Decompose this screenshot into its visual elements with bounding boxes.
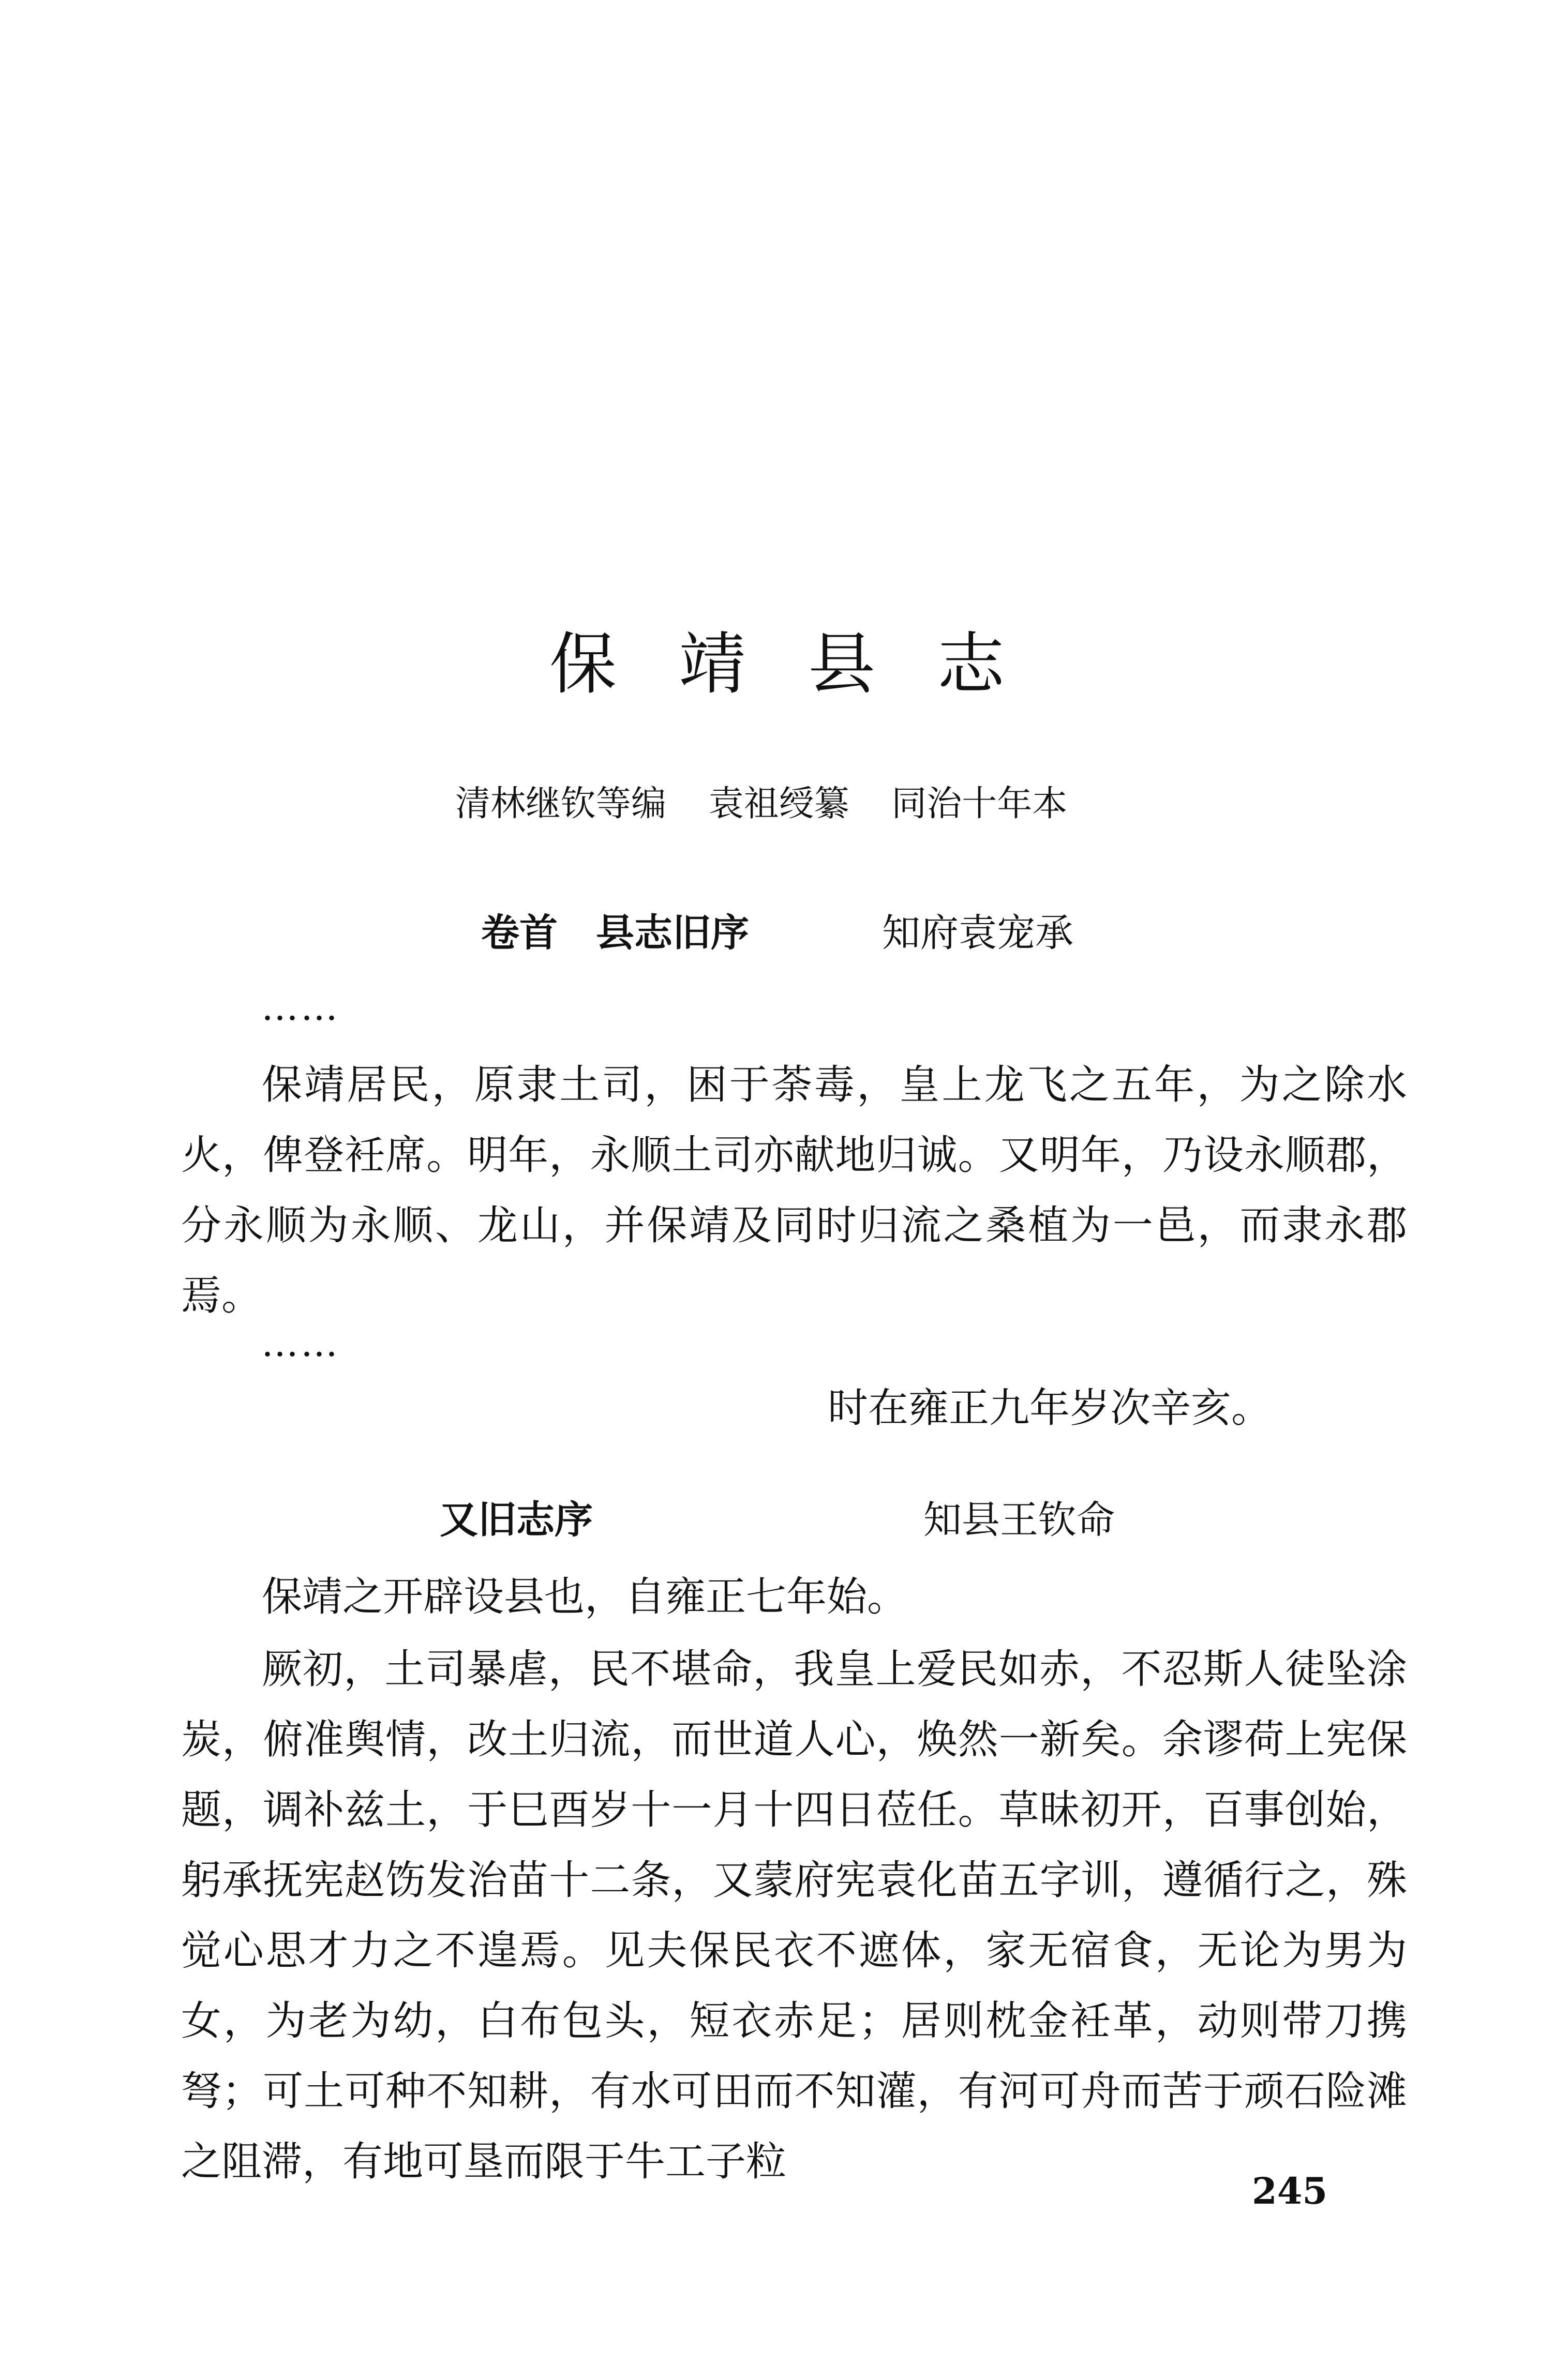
page-number: 245	[1252, 2170, 1328, 2212]
section1-closing: 时在雍正九年岁次辛亥。	[828, 1385, 1272, 1432]
ellipsis-bottom: ……	[261, 1321, 340, 1365]
section1-heading-row	[481, 902, 1073, 957]
section1-author: 知府袁宠承	[882, 911, 1073, 955]
subtitle-edition: 同治十年本	[891, 784, 1068, 824]
subtitle-compiler: 袁祖绶纂	[708, 784, 849, 824]
subtitle-editor: 清林继钦等编	[455, 784, 667, 824]
section2-paragraph-2: 厥初，土司暴虐，民不堪命，我皇上爱民如赤，不忍斯人徒坠涂炭，俯准舆情，改土归流，而世道人心，焕然一新矣。余谬荷上宪保题，调补兹土，于巳酉岁十一月十四日莅任。草昧初开，百事创始，躬承抚宪赵饬发治苗十二条，又蒙府宪袁化苗五字训，遵循行之，殊觉心思才力之不遑焉。见夫保民衣不遮体，家无宿食，无论为男为女，为老为幼，白布包头，短衣赤足；居则枕金衽革，动则带刀携弩；可土可种不知耕，有水可田而不知灌，有河可舟而苦于顽石险滩之阻滞，有地可垦而限于牛工子粒	[181, 1646, 1407, 2185]
section2-author: 知县王钦命	[923, 1498, 1115, 1542]
section1-paragraph: 保靖居民，原隶土司，困于荼毒，皇上龙飞之五年，为之除水火，俾登衽席。明年，永顺土司亦献地归诚。又明年，乃设永顺郡，分永顺为永顺、龙山，并保靖及同时归流之桑植为一邑，而隶永郡焉。	[181, 1062, 1407, 1319]
ellipsis-top: ……	[261, 985, 340, 1029]
section2-paragraph-1: 保靖之开辟设县也，自雍正七年始。	[262, 1574, 908, 1620]
section2-heading: 又旧志序	[440, 1498, 593, 1542]
section1-heading: 卷首 县志旧序	[481, 911, 749, 955]
book-title: 保靖县志	[549, 625, 1067, 703]
section2-heading-row	[440, 1489, 1115, 1544]
book-subtitle	[455, 776, 1231, 826]
